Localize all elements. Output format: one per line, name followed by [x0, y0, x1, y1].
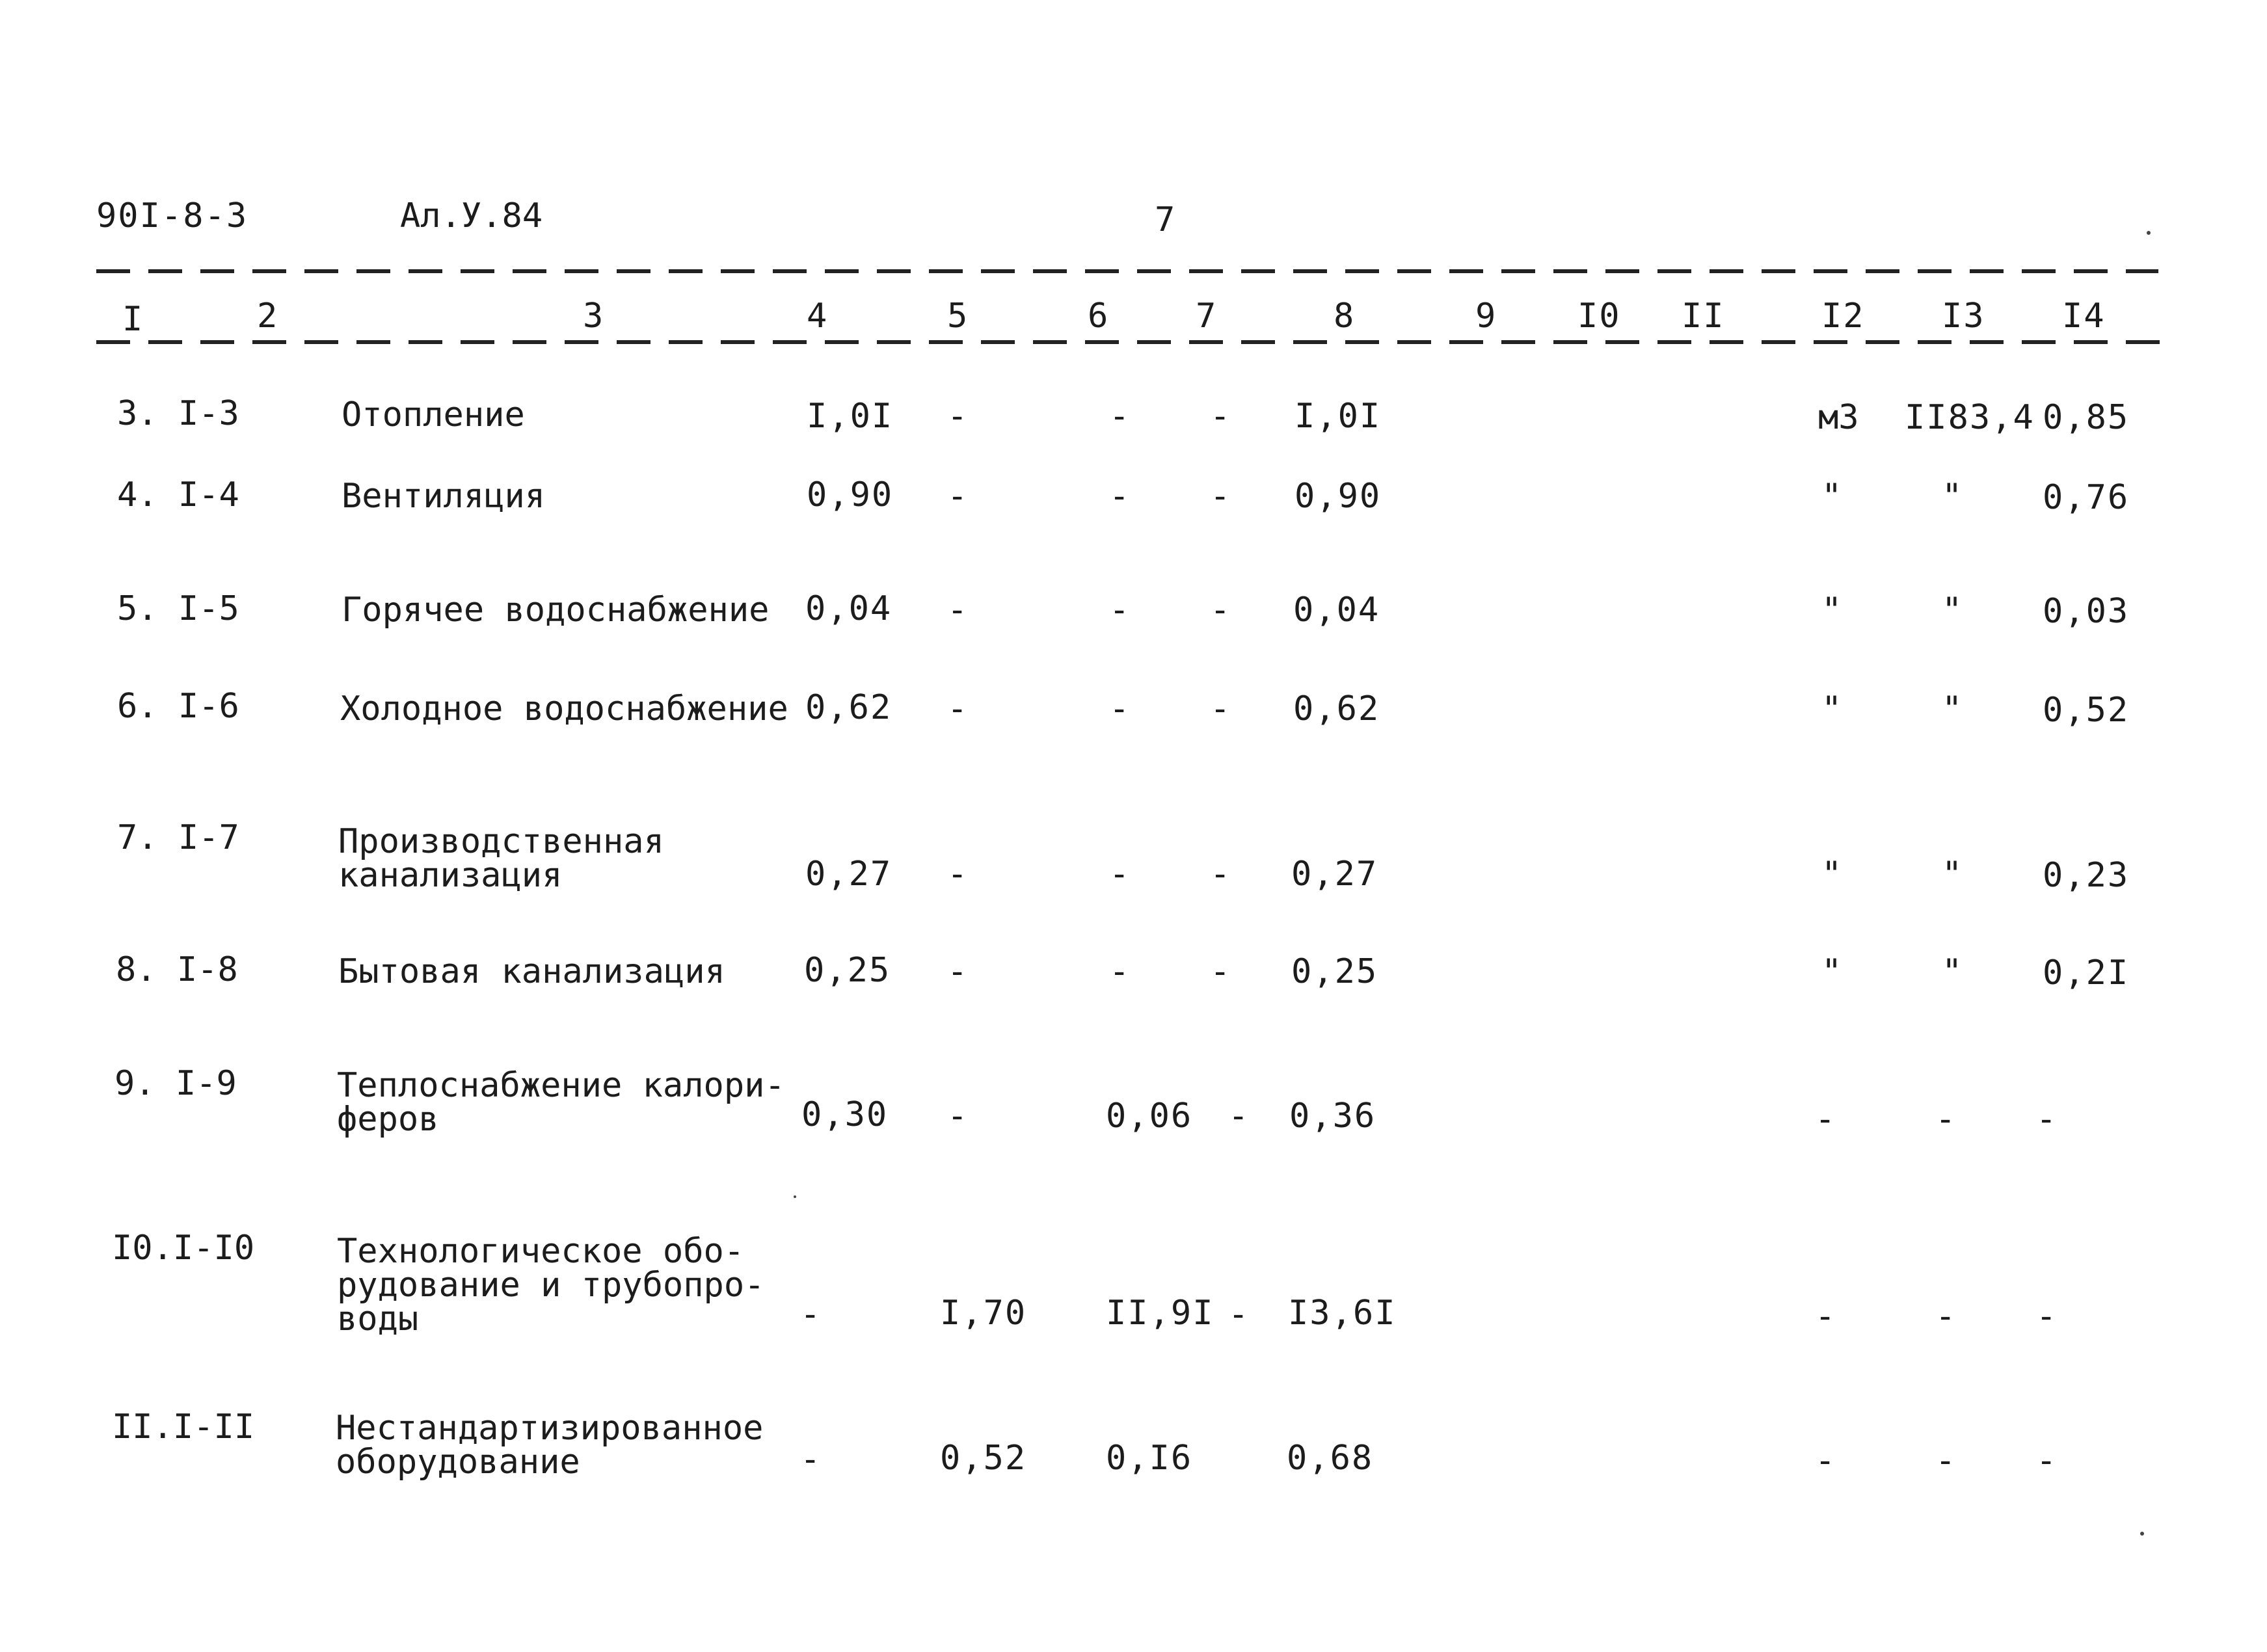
cell-col6: - — [1109, 591, 1130, 630]
cell-col7: - — [1210, 855, 1231, 894]
cell-col5: - — [947, 952, 968, 991]
cell-col5: - — [947, 1097, 968, 1136]
cell-col12: " — [1821, 689, 1842, 728]
cell-col14: 0,76 — [2043, 478, 2130, 517]
column-number-11: II — [1682, 297, 1725, 336]
cell-col13: - — [1935, 1100, 1956, 1139]
cell-col8: 0,36 — [1289, 1097, 1376, 1136]
scan-speck — [2147, 231, 2151, 235]
row-number: 7. I-7 — [117, 818, 239, 857]
column-number-9: 9 — [1475, 297, 1496, 336]
cell-col12: " — [1821, 855, 1842, 894]
row-number: 6. I-6 — [117, 687, 239, 726]
cell-col14: 0,2I — [2043, 953, 2130, 993]
cell-col4: 0,27 — [805, 855, 892, 894]
column-number-13: I3 — [1942, 297, 1985, 336]
cell-col12: " — [1821, 477, 1842, 516]
cell-col5: - — [947, 591, 968, 630]
cell-col5: - — [947, 477, 968, 516]
row-name: Отопление — [342, 395, 525, 434]
row-name: Технологическое обо- рудование и трубопро- воды — [337, 1232, 765, 1339]
cell-col7: - — [1210, 477, 1231, 516]
cell-col14: 0,85 — [2043, 398, 2130, 437]
cell-col13: " — [1942, 689, 1963, 728]
column-number-14: I4 — [2062, 297, 2106, 336]
cell-col7: - — [1210, 689, 1231, 728]
cell-col8: 0,90 — [1294, 477, 1382, 516]
row-name: Вентиляция — [342, 477, 546, 516]
cell-col12: - — [1815, 1297, 1836, 1336]
cell-col8: 0,04 — [1293, 591, 1380, 630]
cell-col14: 0,52 — [2043, 691, 2130, 730]
cell-col7: - — [1228, 1295, 1249, 1334]
scan-speck — [2140, 1532, 2144, 1536]
cell-col6: 0,06 — [1106, 1097, 1193, 1136]
cell-col7: - — [1210, 952, 1231, 991]
cell-col12: " — [1821, 952, 1842, 991]
row-name: Горячее водоснабжение — [342, 591, 770, 630]
cell-col8: 0,27 — [1291, 855, 1378, 894]
cell-col5: - — [947, 689, 968, 728]
cell-col5: - — [947, 397, 968, 436]
cell-col14: 0,03 — [2043, 592, 2130, 631]
column-number-2: 2 — [257, 297, 278, 336]
cell-col4: 0,25 — [804, 951, 891, 990]
cell-col6: - — [1109, 689, 1130, 728]
cell-col4: 0,90 — [807, 475, 894, 514]
cell-col14: - — [2036, 1441, 2057, 1480]
cell-col8: I3,6I — [1288, 1294, 1397, 1333]
cell-col5: I,70 — [940, 1294, 1027, 1333]
cell-col6: - — [1109, 855, 1130, 894]
cell-col4: 0,04 — [805, 589, 892, 628]
cell-col12: " — [1821, 591, 1842, 630]
column-number-8: 8 — [1334, 297, 1354, 336]
cell-col6: - — [1109, 477, 1130, 516]
cell-col12: - — [1815, 1441, 1836, 1480]
cell-col13: II83,4 — [1905, 398, 2035, 437]
top-dashed-rule — [96, 269, 2158, 273]
row-name: Нестандартизированное оборудование — [336, 1409, 764, 1482]
cell-col4: - — [800, 1440, 821, 1479]
cell-col5: - — [947, 855, 968, 894]
column-number-3: 3 — [583, 297, 604, 336]
cell-col14: - — [2036, 1100, 2057, 1139]
column-number-1: I — [122, 300, 143, 339]
column-number-6: 6 — [1088, 297, 1108, 336]
cell-col4: 0,62 — [805, 688, 892, 727]
column-number-12: I2 — [1821, 297, 1865, 336]
cell-col13: - — [1935, 1441, 1956, 1480]
row-number: 3. I-3 — [117, 394, 239, 433]
cell-col4: 0,30 — [801, 1095, 889, 1134]
row-name: Производственная канализация — [338, 822, 664, 895]
cell-col8: I,0I — [1294, 397, 1382, 436]
cell-col7: - — [1210, 591, 1231, 630]
album-number: Ал.У.84 — [400, 196, 543, 235]
cell-col8: 0,25 — [1291, 952, 1378, 991]
document-code: 90I-8-3 — [96, 196, 248, 235]
cell-col4: I,0I — [807, 397, 894, 436]
row-number: 4. I-4 — [117, 475, 239, 514]
column-number-10: I0 — [1577, 297, 1621, 336]
row-name: Теплоснабжение калори- феров — [337, 1066, 785, 1139]
row-number: I0.I-I0 — [112, 1229, 255, 1268]
column-number-7: 7 — [1196, 297, 1216, 336]
row-number: II.I-II — [112, 1407, 255, 1446]
cell-col8: 0,62 — [1293, 689, 1380, 728]
cell-col12: - — [1815, 1100, 1836, 1139]
cell-col6: 0,I6 — [1106, 1439, 1193, 1478]
cell-col8: 0,68 — [1287, 1439, 1374, 1478]
cell-col6: II,9I — [1106, 1294, 1214, 1333]
cell-col6: - — [1109, 397, 1130, 436]
column-number-5: 5 — [947, 297, 968, 336]
cell-col14: - — [2036, 1297, 2057, 1336]
row-number: 9. I-9 — [114, 1064, 237, 1103]
cell-col6: - — [1109, 952, 1130, 991]
cell-col13: " — [1942, 591, 1963, 630]
row-name: Бытовая канализация — [338, 952, 725, 991]
row-number: 8. I-8 — [116, 950, 238, 989]
row-name: Холодное водоснабжение — [340, 689, 788, 728]
page-number: 7 — [1155, 200, 1175, 239]
cell-col13: - — [1935, 1297, 1956, 1336]
cell-col7: - — [1228, 1097, 1249, 1136]
column-header-rule — [96, 340, 2168, 344]
cell-col13: " — [1942, 855, 1963, 894]
cell-col12: м3 — [1818, 398, 1859, 437]
column-number-4: 4 — [807, 297, 827, 336]
cell-col14: 0,23 — [2043, 856, 2130, 895]
cell-col5: 0,52 — [940, 1439, 1027, 1478]
cell-col13: " — [1942, 477, 1963, 516]
cell-col13: " — [1942, 952, 1963, 991]
cell-col7: - — [1210, 397, 1231, 436]
scan-speck — [794, 1195, 796, 1198]
row-number: 5. I-5 — [117, 589, 239, 628]
cell-col4: - — [800, 1295, 821, 1334]
